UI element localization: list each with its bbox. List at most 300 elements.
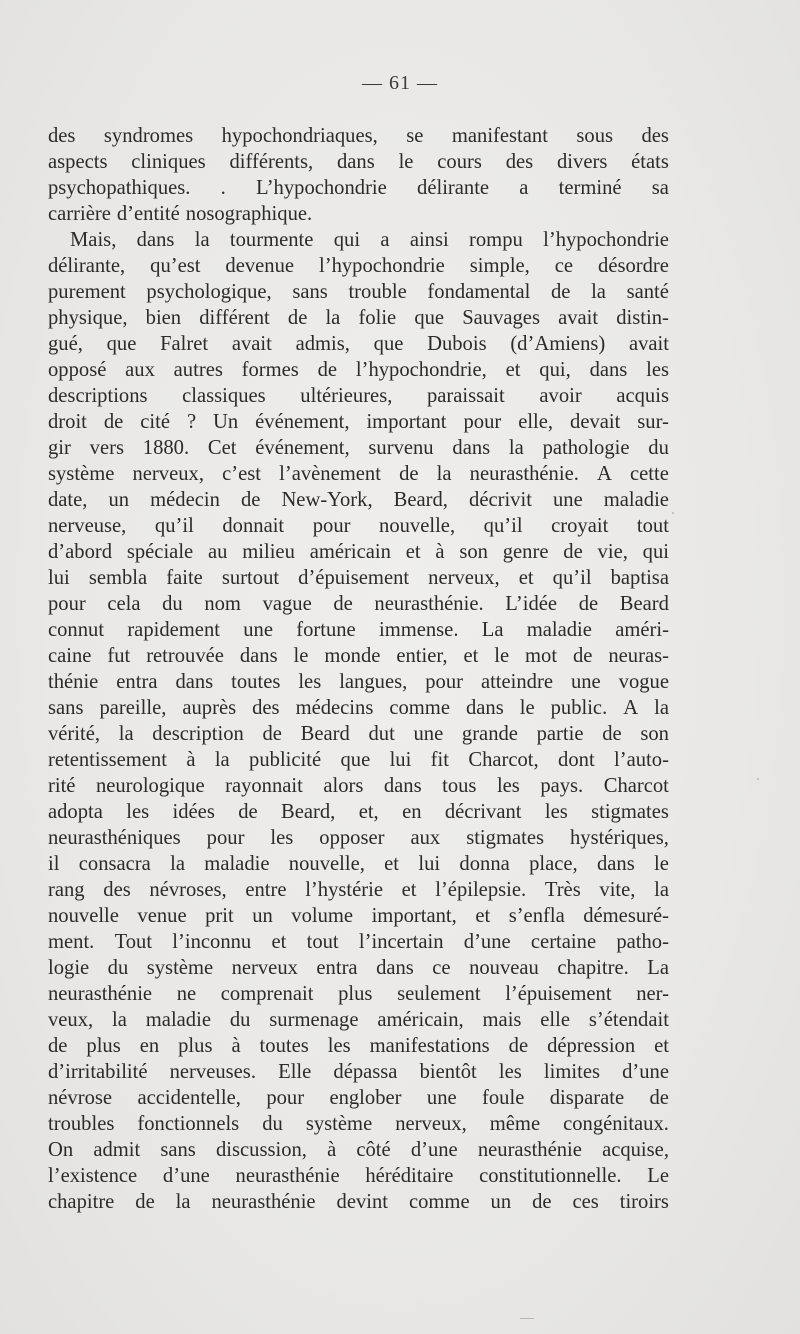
word: vite, — [599, 879, 636, 901]
text-line — [48, 253, 669, 279]
text-line — [48, 1111, 669, 1137]
word: nosographique. — [185, 203, 313, 225]
word: La — [647, 957, 669, 979]
word: Beard — [619, 593, 669, 615]
word: important — [366, 411, 447, 433]
word: en — [139, 1035, 160, 1057]
word: tiroirs — [619, 1191, 669, 1213]
word: manifestations — [369, 1035, 490, 1057]
word: névroses, — [149, 879, 227, 901]
word: qu’est — [150, 255, 201, 277]
word: une — [243, 619, 273, 641]
word: dans — [136, 229, 175, 251]
word: entra — [316, 957, 358, 979]
word: opposer — [319, 827, 385, 849]
word: du — [107, 957, 129, 979]
word: d’irritabilité — [48, 1061, 148, 1083]
word: le — [654, 853, 669, 875]
word: neurasthénie — [235, 1165, 340, 1187]
text-line — [48, 591, 669, 617]
text-line — [48, 357, 669, 383]
word: Un — [213, 411, 239, 433]
word: donnait — [222, 515, 285, 537]
word: et — [505, 359, 521, 381]
word: cela — [107, 593, 141, 615]
body-text — [48, 123, 669, 1215]
word: survenu — [368, 437, 434, 459]
word: New-York, — [281, 489, 373, 511]
text-line — [48, 695, 669, 721]
word: l’épuisement — [505, 983, 612, 1005]
word: Falret — [160, 333, 209, 355]
word: des — [505, 151, 534, 173]
word: dans — [452, 437, 491, 459]
word: à — [327, 1139, 337, 1161]
word: monde — [324, 645, 381, 667]
word: plus — [338, 983, 373, 1005]
word: syndromes — [103, 125, 194, 147]
word: Beard, — [393, 489, 448, 511]
text-line — [48, 201, 669, 227]
word: événement, — [255, 411, 350, 433]
word: la — [654, 697, 669, 719]
word: rayonnait — [225, 775, 303, 797]
word: de — [135, 1191, 155, 1213]
text-line — [48, 825, 669, 851]
word: manifestant — [451, 125, 548, 147]
word: rapidement — [127, 619, 220, 641]
word: l’avènement — [279, 463, 381, 485]
word: médecins — [295, 697, 374, 719]
text-line — [48, 461, 669, 487]
word: dans — [465, 697, 504, 719]
word: maladie — [526, 619, 592, 641]
word: vague — [262, 593, 312, 615]
word: devait — [570, 411, 621, 433]
word: décrivant — [444, 801, 522, 823]
word: des — [641, 125, 669, 147]
text-line — [48, 643, 669, 669]
word: le — [519, 697, 535, 719]
word: Tout — [114, 931, 153, 953]
word: maladie — [145, 1009, 211, 1031]
word: grande — [461, 723, 518, 745]
word: la — [194, 229, 210, 251]
word: L’hypochondrie — [256, 177, 387, 199]
text-line — [48, 617, 669, 643]
word: On — [48, 1139, 74, 1161]
word: maladie — [204, 853, 270, 875]
word: de — [649, 1087, 669, 1109]
text-line — [48, 1163, 669, 1189]
word: les — [498, 1061, 522, 1083]
word: d’une — [410, 1139, 458, 1161]
word: de — [103, 411, 124, 433]
word: connut — [48, 619, 105, 641]
word: faite — [166, 567, 203, 589]
word: alors — [323, 775, 364, 797]
word: lui — [389, 749, 412, 771]
word: un — [252, 905, 273, 927]
word: dépression — [547, 1035, 636, 1057]
word: du — [229, 1009, 251, 1031]
word: la — [436, 463, 452, 485]
word: Sauvages — [462, 307, 540, 329]
word: donna — [459, 853, 510, 875]
word: a — [519, 177, 529, 199]
word: un — [108, 489, 130, 511]
word: à — [231, 1035, 241, 1057]
word: trouble — [348, 281, 407, 303]
word: un — [490, 1191, 512, 1213]
word: englober — [329, 1087, 402, 1109]
word: thénie — [48, 671, 99, 693]
word: de — [262, 723, 282, 745]
word: admis, — [295, 333, 350, 355]
word: fortune — [296, 619, 356, 641]
word: fit — [430, 749, 449, 771]
word: gué, — [48, 333, 83, 355]
word: fut — [107, 645, 131, 667]
text-line — [48, 1137, 669, 1163]
word: avait — [558, 307, 599, 329]
word: cité — [140, 411, 170, 433]
word: devenue — [225, 255, 295, 277]
word: d’entité — [116, 203, 180, 225]
word: La — [481, 619, 504, 641]
word: spéciale — [126, 541, 194, 563]
word: qu’il — [483, 515, 523, 537]
word: nerveux, — [395, 1113, 467, 1135]
word: paraissait — [426, 385, 505, 407]
word: place, — [529, 853, 578, 875]
word: américain, — [377, 1009, 464, 1031]
word: et — [405, 541, 421, 563]
word: tout — [306, 931, 339, 953]
word: dut — [368, 723, 395, 745]
word: neurasthénie. — [469, 463, 579, 485]
word: terminé — [558, 177, 622, 199]
word: elle — [540, 1009, 571, 1031]
text-line — [48, 1007, 669, 1033]
text-line — [48, 539, 669, 565]
text-line — [48, 929, 669, 955]
word: que — [414, 307, 445, 329]
word: une — [552, 489, 583, 511]
word: de — [573, 645, 593, 667]
word: toutes — [231, 671, 281, 693]
text-line — [48, 903, 669, 929]
word: et — [518, 567, 534, 589]
word: sous — [576, 125, 614, 147]
word: d’épuisement — [298, 567, 410, 589]
word: les — [646, 359, 669, 381]
word: stigmates — [466, 827, 544, 849]
text-line — [48, 981, 669, 1007]
word: patho- — [616, 931, 669, 953]
word: désordre — [598, 255, 669, 277]
word: venue — [137, 905, 187, 927]
word: les — [298, 671, 322, 693]
word: pays. — [540, 775, 584, 797]
word: que — [106, 333, 137, 355]
word: volume — [291, 905, 354, 927]
word: neurologique — [95, 775, 205, 797]
word: la — [170, 853, 185, 875]
word: classiques — [182, 385, 266, 407]
text-line — [48, 383, 669, 409]
word: des — [252, 697, 280, 719]
word: congénitaux. — [563, 1113, 669, 1135]
word: aux — [410, 827, 441, 849]
word: la — [112, 1009, 127, 1031]
word: la — [175, 1191, 191, 1213]
word: entre — [245, 879, 287, 901]
word: l’hypochondrie, — [355, 359, 487, 381]
word: croyait — [551, 515, 609, 537]
word: neurasthénie. — [374, 593, 484, 615]
word: d’abord — [48, 541, 113, 563]
word: comprenait — [220, 983, 314, 1005]
word: adopta — [48, 801, 103, 823]
word: comme — [408, 1191, 470, 1213]
word: vers — [89, 437, 124, 459]
word: ? — [186, 411, 197, 433]
word: la — [654, 879, 669, 901]
page-number: — 61 — — [362, 72, 438, 94]
word: qui — [333, 229, 361, 251]
word: surtout — [221, 567, 280, 589]
word: (d’Amiens) — [510, 333, 606, 355]
word: Très — [544, 879, 581, 901]
word: qu’il — [154, 515, 194, 537]
word: les — [496, 775, 520, 797]
word: les — [544, 801, 568, 823]
word: mais — [482, 1009, 522, 1031]
word: ner- — [636, 983, 669, 1005]
word: les — [327, 1035, 351, 1057]
word: maladie — [603, 489, 669, 511]
word: tout — [636, 515, 669, 537]
word: l’inconnu — [172, 931, 252, 953]
text-line — [48, 305, 669, 331]
word: différents, — [229, 151, 314, 173]
text-line — [48, 1033, 669, 1059]
word: lui — [48, 567, 70, 589]
text-line — [48, 955, 669, 981]
word: pour — [48, 593, 86, 615]
word: pour — [425, 671, 463, 693]
word: dont — [558, 749, 595, 771]
word: décrivit — [469, 489, 532, 511]
word: nom — [204, 593, 241, 615]
word: cliniques — [131, 151, 206, 173]
text-line — [48, 565, 669, 591]
word: Charcot — [603, 775, 669, 797]
word: simple, — [469, 255, 530, 277]
word: prit — [205, 905, 234, 927]
word: délirante — [417, 177, 490, 199]
text-line — [48, 1085, 669, 1111]
word: pareille, — [99, 697, 167, 719]
word: a — [380, 229, 390, 251]
word: avait — [628, 333, 669, 355]
word: la — [118, 723, 134, 745]
word: logie — [48, 957, 90, 979]
word: Charcot, — [468, 749, 539, 771]
word: gir — [48, 437, 71, 459]
word: de — [602, 723, 622, 745]
word: Dubois — [427, 333, 487, 355]
word: Beard, — [281, 801, 336, 823]
word: description — [152, 723, 244, 745]
word: le — [494, 645, 510, 667]
word: entier, — [396, 645, 448, 667]
word: délirante, — [48, 255, 126, 277]
word: nouveau — [469, 957, 539, 979]
word: de — [532, 1191, 552, 1213]
word: hypochondriaques, — [221, 125, 378, 147]
word: Mais, — [70, 229, 117, 251]
word: une — [570, 671, 601, 693]
word: au — [208, 541, 228, 563]
text-line — [48, 799, 669, 825]
word: chapitre — [48, 1191, 115, 1213]
word: de — [563, 541, 583, 563]
word: l’existence — [48, 1165, 138, 1187]
word: descriptions — [48, 385, 148, 407]
word: neurasthéniques — [48, 827, 181, 849]
word: la — [591, 281, 606, 303]
word: tourmente — [229, 229, 314, 251]
word: vérité, — [48, 723, 101, 745]
word: rompu — [469, 229, 523, 251]
word: droit — [48, 411, 87, 433]
word: démesuré- — [583, 905, 669, 927]
word: système — [305, 1113, 373, 1135]
text-line — [48, 721, 669, 747]
word: sa — [651, 177, 669, 199]
word: Beard — [300, 723, 350, 745]
word: pathologie — [542, 437, 630, 459]
text-line — [48, 149, 669, 175]
word: de — [317, 359, 338, 381]
word: folie — [358, 307, 397, 329]
word: héréditaire — [365, 1165, 454, 1187]
word: devint — [336, 1191, 389, 1213]
word: pour — [266, 1087, 305, 1109]
word: entra — [116, 671, 158, 693]
word: sans — [48, 697, 84, 719]
word: nerveuse, — [48, 515, 127, 537]
word: public. — [550, 697, 608, 719]
word: côté — [356, 1139, 391, 1161]
word: comme — [389, 697, 450, 719]
word: états — [631, 151, 669, 173]
word: ce — [432, 957, 451, 979]
word: l’hypochondrie — [318, 255, 445, 277]
word: une — [413, 723, 444, 745]
word: fonctionnels — [137, 1113, 240, 1135]
word: dans — [239, 645, 278, 667]
word: l’hystérie — [305, 879, 383, 901]
word: événement, — [255, 437, 350, 459]
word: de — [287, 307, 308, 329]
word: et — [463, 645, 479, 667]
word: caine — [48, 645, 92, 667]
word: c’est — [222, 463, 261, 485]
word: d’une — [622, 1061, 669, 1083]
word: lui — [418, 853, 441, 875]
word: le — [398, 151, 414, 173]
word: nerveuses. — [169, 1061, 256, 1083]
word: sans — [160, 1139, 196, 1161]
word: aux — [125, 359, 155, 381]
word: du — [648, 437, 669, 459]
paper-speck — [757, 778, 759, 780]
word: neurasthénie — [48, 983, 153, 1005]
word: les — [270, 827, 294, 849]
word: retrouvée — [146, 645, 224, 667]
word: il — [48, 853, 60, 875]
word: dans — [337, 151, 375, 173]
word: des — [48, 125, 76, 147]
word: nouvelle — [48, 905, 119, 927]
text-line — [48, 1189, 669, 1215]
word: la — [508, 437, 524, 459]
word: partie — [536, 723, 584, 745]
text-line — [48, 747, 669, 773]
word: psychopathiques. — [48, 177, 191, 199]
word: sembla — [88, 567, 148, 589]
word: genre — [502, 541, 549, 563]
word: avoir — [539, 385, 582, 407]
word: dans — [596, 853, 635, 875]
word: nerveux — [231, 957, 298, 979]
word: pour — [463, 411, 502, 433]
word: neurasthénie — [211, 1191, 316, 1213]
word: formes — [241, 359, 299, 381]
word: ne — [176, 983, 197, 1005]
word: dépassa — [333, 1061, 398, 1083]
word: de — [508, 1035, 529, 1057]
word: les — [126, 801, 150, 823]
word: acquis — [616, 385, 669, 407]
text-line — [48, 227, 669, 253]
word: dans — [383, 775, 422, 797]
word: et — [271, 931, 287, 953]
word: à — [186, 749, 196, 771]
word: des — [103, 879, 131, 901]
word: plus — [178, 1035, 213, 1057]
word: de — [238, 801, 258, 823]
text-line — [48, 877, 669, 903]
word: médecin — [150, 489, 220, 511]
word: dans — [175, 671, 214, 693]
word: et — [654, 1035, 669, 1057]
word: la — [325, 307, 341, 329]
word: névrose — [48, 1087, 113, 1109]
word: neuras- — [608, 645, 669, 667]
word: limites — [543, 1061, 600, 1083]
word: foule — [482, 1087, 525, 1109]
word: physique, — [48, 307, 128, 329]
text-line — [48, 513, 669, 539]
word: Le — [647, 1165, 669, 1187]
word: l’auto- — [614, 749, 669, 771]
text-line — [48, 409, 669, 435]
word: son — [640, 723, 669, 745]
